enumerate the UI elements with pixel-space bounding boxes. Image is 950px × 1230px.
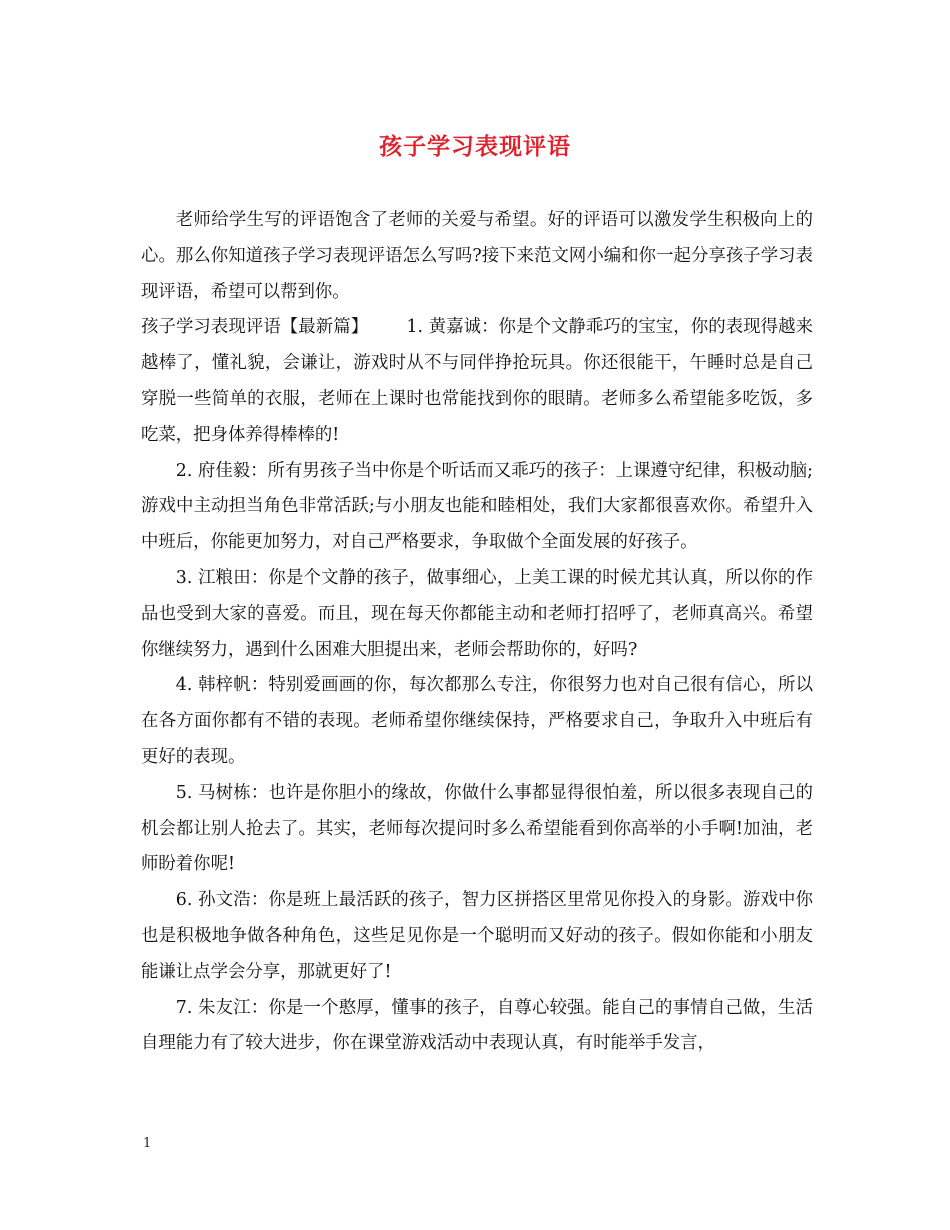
comment-paragraph-7: 7. 朱友江：你是一个憨厚，懂事的孩子，自尊心较强。能自己的事情自己做，生活自理能力有了较大进步，你在课堂游戏活动中表现认真，有时能举手发言， — [141, 997, 813, 1054]
section-heading: 孩子学习表现评语【最新篇】 — [141, 317, 369, 338]
comment-paragraph-6: 6. 孙文浩：你是班上最活跃的孩子，智力区拼搭区里常见你投入的身影。游戏中你也是积极地争做各种角色，这些足见你是一个聪明而又好动的孩子。假如你能和小朋友能谦让点学会分享，那就更好了! — [141, 890, 813, 982]
comment-paragraph-5: 5. 马树栋：也许是你胆小的缘故，你做什么事都显得很怕羞，所以很多表现自己的机会都让别人抢去了。其实，老师每次提问时多么希望能看到你高举的小手啊!加油，老师盼着你呢! — [141, 782, 813, 875]
comment-text-1: 1. 黄嘉诚：你是个文静乖巧的宝宝，你的表现得越来越棒了，懂礼貌，会谦让，游戏时从不与同伴挣抢玩具。你还很能干，午睡时总是自己穿脱一些简单的衣服，老师在上课时也常能找到你的眼睛。老师多么希望能多吃饭，多吃菜，把身体养得棒棒的! — [141, 317, 813, 445]
comment-paragraph-2: 2. 府佳毅：所有男孩子当中你是个听话而又乖巧的孩子：上课遵守纪律，积极动脑;游戏中主动担当角色非常活跃;与小朋友也能和睦相处，我们大家都很喜欢你。希望升入中班后，你能更加努力，对自己严格要求，争取做个全面发展的好孩子。 — [141, 460, 813, 553]
comment-paragraph-3: 3. 江粮田：你是个文静的孩子，做事细心，上美工课的时候尤其认真，所以你的作品也受到大家的喜爱。而且，现在每天你都能主动和老师打招呼了，老师真高兴。希望你继续努力，遇到什么困难大胆提出来，老师会帮助你的，好吗? — [141, 567, 813, 660]
document-title: 孩子学习表现评语 — [379, 133, 571, 160]
intro-paragraph: 老师给学生写的评语饱含了老师的关爱与希望。好的评语可以激发学生积极向上的心。那么你知道孩子学习表现评语怎么写吗?接下来范文网小编和你一起分享孩子学习表现评语，希望可以帮到你。 — [141, 210, 813, 302]
page-number: 1 — [143, 1136, 152, 1151]
document-body — [141, 203, 813, 1062]
comment-paragraph-4: 4. 韩梓帆：特别爱画画的你，每次都那么专注，你很努力也对自己很有信心，所以在各方面你都有不错的表现。老师希望你继续保持，严格要求自己，争取升入中班后有更好的表现。 — [141, 675, 813, 767]
comment-paragraph-1 — [141, 310, 813, 453]
